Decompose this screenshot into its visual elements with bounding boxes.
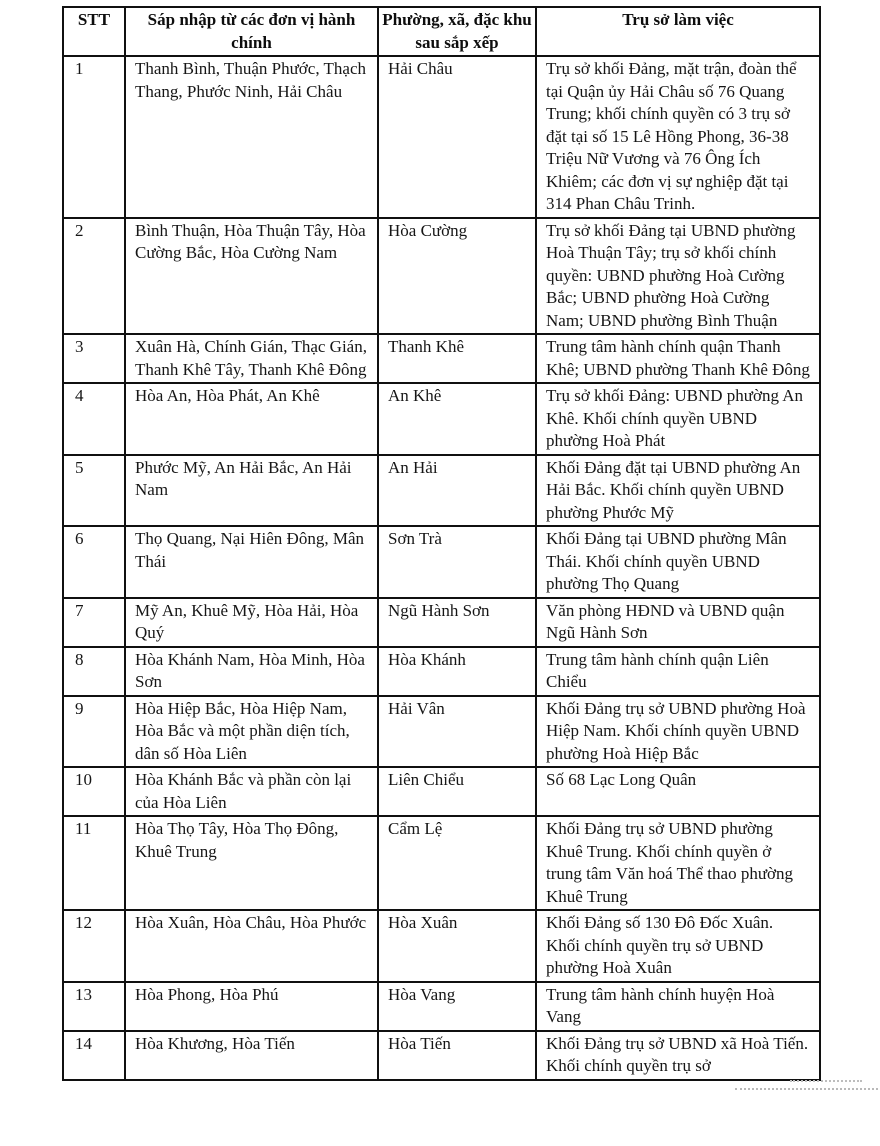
row-number-cell: 1 [63, 56, 125, 218]
table-row [63, 526, 820, 598]
merged-units-cell: Hòa Phong, Hòa Phú [125, 982, 378, 1031]
new-unit-cell: Hòa Cường [378, 218, 536, 335]
new-unit-cell: An Hải [378, 455, 536, 527]
new-unit-cell: Hòa Tiến [378, 1031, 536, 1080]
merged-units-cell: Hòa Hiệp Bắc, Hòa Hiệp Nam, Hòa Bắc và một phần diện tích, dân số Hòa Liên [125, 696, 378, 768]
header-merged-units: Sáp nhập từ các đơn vị hành chính [125, 7, 378, 56]
merged-units-cell: Bình Thuận, Hòa Thuận Tây, Hòa Cường Bắc, Hòa Cường Nam [125, 218, 378, 335]
row-number-cell: 3 [63, 334, 125, 383]
merged-units-cell: Phước Mỹ, An Hải Bắc, An Hải Nam [125, 455, 378, 527]
table-row [63, 1031, 820, 1080]
table-row [63, 910, 820, 982]
table-row [63, 647, 820, 696]
new-unit-cell: Sơn Trà [378, 526, 536, 598]
row-number-cell: 10 [63, 767, 125, 816]
office-cell: Trung tâm hành chính quận Liên Chiểu [536, 647, 820, 696]
table-row [63, 982, 820, 1031]
table-row [63, 383, 820, 455]
row-number-cell: 4 [63, 383, 125, 455]
merged-units-cell: Thanh Bình, Thuận Phước, Thạch Thang, Phước Ninh, Hải Châu [125, 56, 378, 218]
watermark-dotted-line [790, 1080, 862, 1085]
table-row [63, 455, 820, 527]
row-number-cell: 5 [63, 455, 125, 527]
office-cell: Trụ sở khối Đảng, mặt trận, đoàn thể tại Quận ủy Hải Châu số 76 Quang Trung; khối chính quyền có 3 trụ sở đặt tại số 15 Lê Hồng Phong, 36-38 Triệu Nữ Vương và 76 Ông Ích Khiêm; các đơn vị sự nghiệp đặt tại 314 Phan Châu Trinh. [536, 56, 820, 218]
new-unit-cell: Hòa Xuân [378, 910, 536, 982]
header-office: Trụ sở làm việc [536, 7, 820, 56]
office-cell: Khối Đảng trụ sở UBND phường Hoà Hiệp Nam. Khối chính quyền UBND phường Hoà Hiệp Bắc [536, 696, 820, 768]
office-cell: Khối Đảng số 130 Đô Đốc Xuân. Khối chính quyền trụ sở UBND phường Hoà Xuân [536, 910, 820, 982]
row-number-cell: 9 [63, 696, 125, 768]
merged-units-cell: Hòa Xuân, Hòa Châu, Hòa Phước [125, 910, 378, 982]
new-unit-cell: Hải Vân [378, 696, 536, 768]
table-row [63, 56, 820, 218]
new-unit-cell: An Khê [378, 383, 536, 455]
row-number-cell: 12 [63, 910, 125, 982]
office-cell: Khối Đảng tại UBND phường Mân Thái. Khối chính quyền UBND phường Thọ Quang [536, 526, 820, 598]
merged-units-cell: Mỹ An, Khuê Mỹ, Hòa Hải, Hòa Quý [125, 598, 378, 647]
office-cell: Số 68 Lạc Long Quân [536, 767, 820, 816]
new-unit-cell: Liên Chiểu [378, 767, 536, 816]
watermark-overlay [735, 1088, 880, 1126]
merged-units-cell: Hòa Khương, Hòa Tiến [125, 1031, 378, 1080]
table-row [63, 816, 820, 910]
merger-table-header [63, 7, 820, 56]
merger-table [62, 6, 821, 1081]
table-row [63, 767, 820, 816]
table-row [63, 696, 820, 768]
merged-units-cell: Hòa Khánh Bắc và phần còn lại của Hòa Liên [125, 767, 378, 816]
row-number-cell: 6 [63, 526, 125, 598]
row-number-cell: 2 [63, 218, 125, 335]
merger-table-body [63, 56, 820, 1080]
new-unit-cell: Hòa Vang [378, 982, 536, 1031]
header-stt: STT [63, 7, 125, 56]
header-new-unit: Phường, xã, đặc khu sau sắp xếp [378, 7, 536, 56]
new-unit-cell: Thanh Khê [378, 334, 536, 383]
office-cell: Trụ sở khối Đảng: UBND phường An Khê. Khối chính quyền UBND phường Hoà Phát [536, 383, 820, 455]
row-number-cell: 11 [63, 816, 125, 910]
office-cell: Trung tâm hành chính quận Thanh Khê; UBND phường Thanh Khê Đông [536, 334, 820, 383]
row-number-cell: 14 [63, 1031, 125, 1080]
table-row [63, 218, 820, 335]
merged-units-cell: Thọ Quang, Nại Hiên Đông, Mân Thái [125, 526, 378, 598]
new-unit-cell: Cẩm Lệ [378, 816, 536, 910]
header-row [63, 7, 820, 56]
office-cell: Trụ sở khối Đảng tại UBND phường Hoà Thuận Tây; trụ sở khối chính quyền: UBND phường Hoà Cường Bắc; UBND phường Hoà Cường Nam; UBND phường Bình Thuận [536, 218, 820, 335]
office-cell: Văn phòng HĐND và UBND quận Ngũ Hành Sơn [536, 598, 820, 647]
new-unit-cell: Hòa Khánh [378, 647, 536, 696]
row-number-cell: 13 [63, 982, 125, 1031]
office-cell: Trung tâm hành chính huyện Hoà Vang [536, 982, 820, 1031]
merged-units-cell: Hòa Thọ Tây, Hòa Thọ Đông, Khuê Trung [125, 816, 378, 910]
merged-units-cell: Xuân Hà, Chính Gián, Thạc Gián, Thanh Khê Tây, Thanh Khê Đông [125, 334, 378, 383]
new-unit-cell: Hải Châu [378, 56, 536, 218]
office-cell: Khối Đảng trụ sở UBND xã Hoà Tiến. Khối chính quyền trụ sở [536, 1031, 820, 1080]
merged-units-cell: Hòa An, Hòa Phát, An Khê [125, 383, 378, 455]
office-cell: Khối Đảng trụ sở UBND phường Khuê Trung. Khối chính quyền ở trung tâm Văn hoá Thể thao phường Khuê Trung [536, 816, 820, 910]
new-unit-cell: Ngũ Hành Sơn [378, 598, 536, 647]
merged-units-cell: Hòa Khánh Nam, Hòa Minh, Hòa Sơn [125, 647, 378, 696]
table-row [63, 334, 820, 383]
row-number-cell: 7 [63, 598, 125, 647]
table-row [63, 598, 820, 647]
office-cell: Khối Đảng đặt tại UBND phường An Hải Bắc. Khối chính quyền UBND phường Phước Mỹ [536, 455, 820, 527]
row-number-cell: 8 [63, 647, 125, 696]
